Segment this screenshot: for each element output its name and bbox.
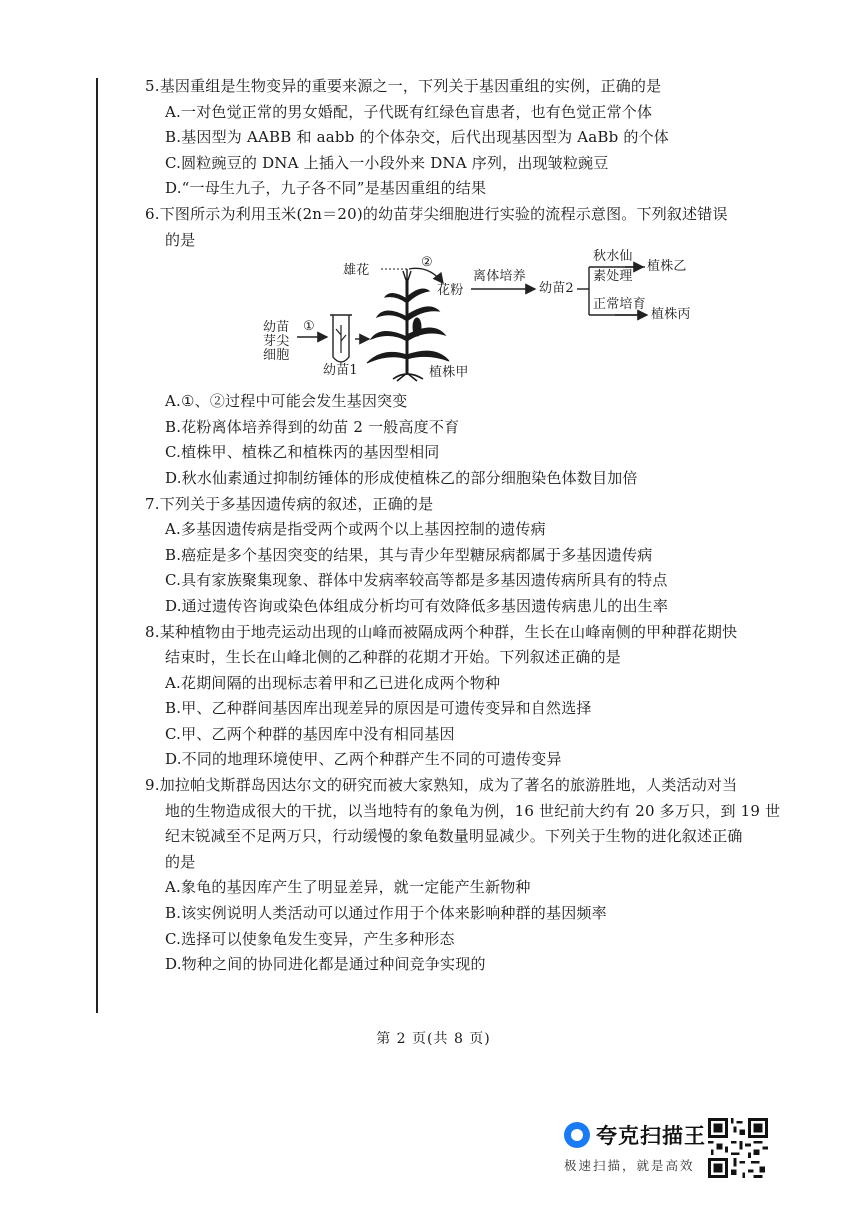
option-a: A.象龟的基因库产生了明显差异，就一定能产生新物种 — [165, 878, 531, 897]
option-b: B.该实例说明人类活动可以通过作用于个体来影响种群的基因频率 — [165, 904, 607, 923]
option-a: A.花期间隔的出现标志着甲和乙已进化成两个物种 — [165, 673, 501, 692]
question-stem: 7.下列关于多基因遗传病的叙述，正确的是 — [145, 494, 434, 513]
question-stem: 8.某种植物由于地壳运动出现的山峰而被隔成两个种群，生长在山峰南侧的甲种群花期快 — [145, 622, 738, 641]
label-plant-b: 植株乙 — [647, 259, 687, 275]
question-stem: 9.加拉帕戈斯群岛因达尔文的研究而被大家熟知，成为了著名的旅游胜地，人类活动对当 — [145, 776, 738, 795]
experiment-flow-diagram — [145, 249, 805, 387]
label-colchicine-2: 素处理 — [593, 269, 633, 285]
question-9 — [145, 773, 805, 978]
option-d: D.秋水仙素通过抑制纺锤体的形成使植株乙的部分细胞染色体数目加倍 — [165, 468, 638, 487]
option-a: A.多基因遗传病是指受两个或两个以上基因控制的遗传病 — [165, 520, 546, 539]
label-normal-culture: 正常培育 — [593, 297, 646, 313]
option-d: D.通过遗传咨询或染色体组成分析均可有效降低多基因遗传病患儿的出生率 — [165, 596, 669, 615]
label-plant-a: 植株甲 — [429, 365, 469, 381]
question-stem: 6.下图所示为利用玉米(2n＝20)的幼苗芽尖细胞进行实验的流程示意图。下列叙述错误 — [145, 204, 728, 223]
option-b: B.基因型为 AABB 和 aabb 的个体杂交，后代出现基因型为 AaBb 的个体 — [165, 128, 670, 147]
question-7 — [145, 492, 805, 620]
label-culture: 离体培养 — [473, 269, 526, 285]
label-colchicine-1: 秋水仙 — [593, 249, 633, 265]
label-step-1: ① — [303, 319, 315, 335]
question-stem-continued: 结束时，生长在山峰北侧的乙种群的花期才开始。下列叙述正确的是 — [165, 648, 622, 667]
question-8 — [145, 620, 805, 774]
option-c: C.具有家族聚集现象、群体中发病率较高等都是多基因遗传病所具有的特点 — [165, 571, 668, 590]
label-cells: 幼苗 芽尖 细胞 — [263, 320, 290, 364]
label-seedling-2: 幼苗2 — [539, 281, 574, 297]
sprout-icon — [336, 325, 346, 353]
question-stem: 5.基因重组是生物变异的重要来源之一，下列关于基因重组的实例，正确的是 — [145, 77, 662, 95]
question-6 — [145, 202, 805, 492]
option-c: C.甲、乙两个种群的基因库中没有相同基因 — [165, 724, 455, 743]
brand-slogan: 极速扫描，就是高效 — [564, 1158, 695, 1173]
question-5 — [145, 74, 805, 202]
option-c: C.选择可以使象龟发生变异，产生多种形态 — [165, 929, 455, 948]
label-seedling-1: 幼苗1 — [323, 363, 358, 379]
question-stem-line: 地的生物造成很大的干扰，以当地特有的象龟为例，16 世纪前大约有 20 多万只，到 19 世 — [165, 801, 781, 820]
question-stem-continued: 的是 — [165, 230, 196, 249]
option-a: A.一对色觉正常的男女婚配，子代既有红绿色盲患者，也有色觉正常个体 — [165, 102, 653, 121]
option-d: D.物种之间的协同进化都是通过种间竞争实现的 — [165, 955, 486, 974]
binding-margin-line — [96, 78, 98, 1013]
option-a: A.①、②过程中可能会发生基因突变 — [165, 392, 408, 411]
label-step-2: ② — [421, 255, 433, 271]
exam-content — [145, 74, 805, 978]
option-b: B.甲、乙种群间基因库出现差异的原因是可遗传变异和自然选择 — [165, 699, 592, 718]
brand-name: 夸克扫描王 — [596, 1124, 706, 1148]
qr-code-icon — [708, 1118, 768, 1178]
option-c: C.圆粒豌豆的 DNA 上插入一小段外来 DNA 序列，出现皱粒豌豆 — [165, 153, 609, 172]
option-b: B.癌症是多个基因突变的结果，其与青少年型糖尿病都属于多基因遗传病 — [165, 545, 653, 564]
quark-logo-icon — [564, 1122, 590, 1148]
question-stem-line: 的是 — [165, 852, 196, 871]
page-number: 第 2 页(共 8 页) — [376, 1031, 491, 1047]
label-plant-c: 植株丙 — [651, 307, 691, 323]
option-c: C.植株甲、植株乙和植株丙的基因型相同 — [165, 443, 440, 462]
label-male-flower: 雄花 — [343, 263, 370, 279]
question-stem-line: 纪末锐减至不足两万只，行动缓慢的象龟数量明显减少。下列关于生物的进化叙述正确 — [165, 827, 743, 846]
scanner-watermark — [558, 1118, 773, 1182]
option-b: B.花粉离体培养得到的幼苗 2 一般高度不育 — [165, 417, 460, 436]
option-d: D.不同的地理环境使甲、乙两个种群产生不同的可遗传变异 — [165, 750, 562, 769]
option-d: D.“一母生九子，九子各不同”是基因重组的结果 — [165, 179, 487, 198]
label-pollen: 花粉 — [437, 283, 464, 299]
